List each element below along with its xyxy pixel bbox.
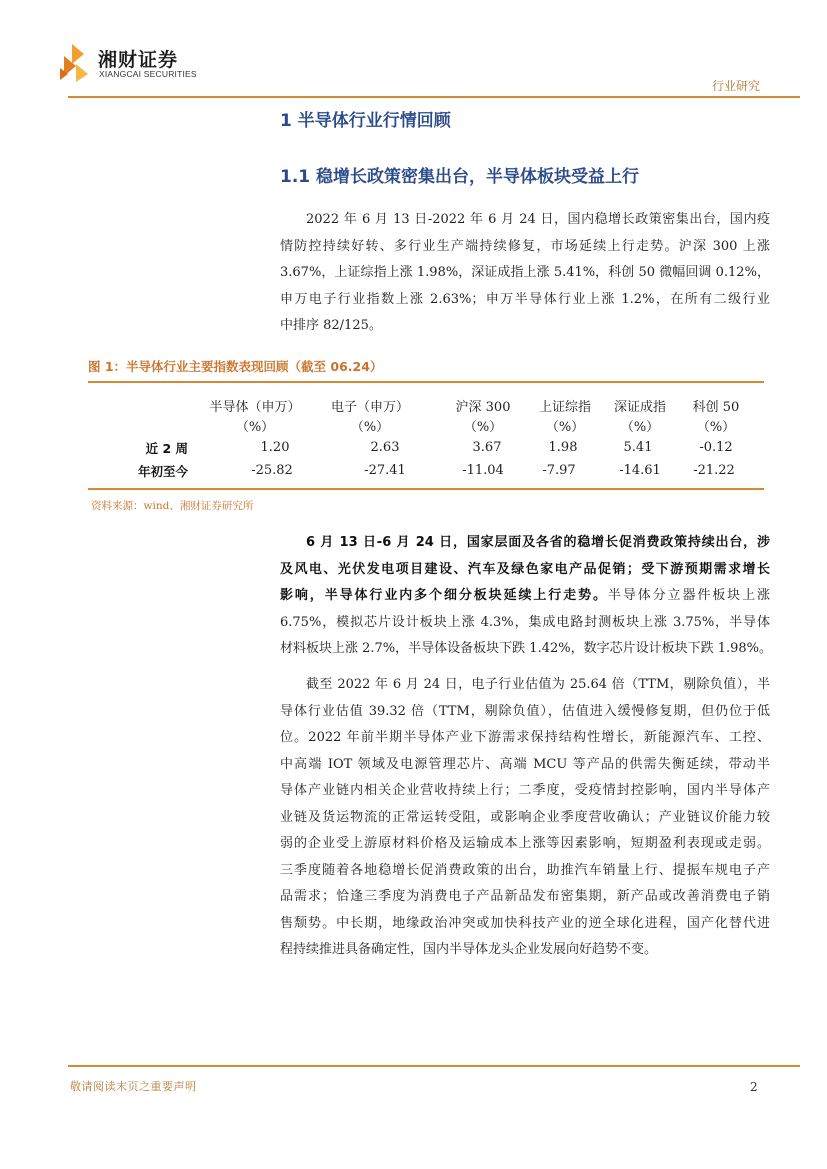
column-header: 电子（申万） [330, 400, 409, 415]
paragraph-market-review [280, 207, 770, 340]
table-cell: 5.41 [623, 440, 653, 455]
column-unit: （%） [235, 420, 275, 435]
table-cell: -27.41 [364, 463, 406, 478]
column-unit: （%） [350, 420, 390, 435]
text-line: 导体行业估值 39.32 倍（TTM，剔除负值），估值进入缓慢修复期，但仍位于低 [280, 703, 770, 719]
text-line-bold: 及风电、光伏发电项目建设、汽车及绿色家电产品促销；受下游预期需求增长 [280, 561, 770, 577]
column-header: 上证综指 [538, 400, 591, 415]
column-header: 深证成指 [613, 400, 666, 415]
report-category: 行业研究 [712, 79, 761, 93]
table-cell: 1.98 [548, 440, 578, 455]
table-cell: 1.20 [260, 440, 290, 455]
table-cell: 2.63 [370, 440, 400, 455]
table-cell: -7.97 [542, 463, 576, 478]
brand-name: 湘财证券 [98, 49, 179, 71]
text-line: 中排序 82/125。 [280, 318, 382, 333]
paragraph-valuation-outlook [280, 672, 770, 964]
figure-top-rule [88, 381, 764, 383]
subsection-heading: 1.1 稳增长政策密集出台，半导体板块受益上行 [280, 167, 640, 187]
page-number: 2 [750, 1080, 758, 1094]
text-line [280, 583, 770, 610]
figure-bottom-rule [88, 488, 764, 490]
company-logo-icon [58, 42, 98, 84]
text-line-bold: 6 月 13 日-6 月 24 日，国家层面及各省的稳增长促消费政策持续出台，涉 [306, 535, 770, 550]
disclaimer-notice: 敬请阅读末页之重要声明 [70, 1080, 197, 1093]
text-line: 3.67%，上证综指上涨 1.98%，深证成指上涨 5.41%，科创 50 微幅回调 0.12%， [280, 265, 770, 280]
paragraph-sector-performance [280, 530, 773, 663]
text-line: 材料板块上涨 2.7%，半导体设备板块下跌 1.42%，数字芯片设计板块下跌 1.98%。 [280, 641, 773, 656]
text-line: 业链及货运物流的正常运转受阻，或影响企业季度营收确认；产业链议价能力较 [280, 809, 770, 825]
row-label: 近 2 周 [145, 441, 188, 456]
table-cell: -0.12 [699, 440, 733, 455]
table-cell: -11.04 [462, 463, 504, 478]
brand-name-english: XIANGCAI SECURITIES [99, 69, 197, 79]
text-line: 程持续推进具备确定性，国内半导体龙头企业发展向好趋势不变。 [280, 942, 658, 957]
column-unit: （%） [545, 420, 585, 435]
text-line: 申万电子行业指数上涨 2.63%；申万半导体行业上涨 1.2%，在所有二级行业 [280, 291, 770, 307]
table-cell: -21.22 [693, 463, 735, 478]
section-heading: 1 半导体行业行情回顾 [280, 111, 451, 131]
text-line: 导体产业链内相关企业营收持续上行；二季度，受疫情封控影响，国内半导体产 [280, 783, 770, 798]
text-line: 中高端 IOT 领域及电源管理芯片、高端 MCU 等产品的供需失衡延续，带动半 [280, 756, 770, 772]
column-header: 科创 50 [692, 400, 740, 415]
text-line: 位。2022 年前半期半导体产业下游需求保持结构性增长，新能源汽车、工控、 [280, 730, 770, 745]
table-cell: -14.61 [619, 463, 661, 478]
column-unit: （%） [463, 420, 503, 435]
text-line: 弱的企业受上游原材料价格及运输成本上涨等因素影响，短期盈利表现或走弱。 [280, 836, 770, 851]
column-unit: （%） [620, 420, 660, 435]
text-line: 情防控持续好转、多行业生产端持续修复，市场延续上行走势。沪深 300 上涨 [280, 238, 770, 254]
footer-divider [68, 1065, 800, 1067]
column-header: 沪深 300 [455, 400, 511, 415]
text-line: 品需求；恰逢三季度为消费电子产品新品发布密集期，新产品或改善消费电子销 [280, 889, 770, 904]
text-fragment: 半导体分立器件板块上涨 [607, 588, 770, 603]
text-bold-fragment: 影响，半导体行业内多个细分板块延续上行走势。 [280, 588, 608, 603]
figure-title: 图 1：半导体行业主要指数表现回顾（截至 06.24） [88, 359, 383, 374]
table-cell: 3.67 [472, 440, 502, 455]
column-unit: （%） [696, 420, 736, 435]
header-divider [68, 96, 800, 98]
text-line: 售颓势。中长期，地缘政治冲突或加快科技产业的逆全球化进程，国产化替代进 [280, 915, 770, 931]
row-label: 年初至今 [137, 464, 188, 479]
text-line: 三季度随着各地稳增长促消费政策的出台，助推汽车销量上行、提振车规电子产 [280, 862, 770, 878]
column-header: 半导体（申万） [209, 400, 301, 415]
figure-source: 资料来源：wind、湘财证券研究所 [91, 500, 254, 512]
text-line: 6.75%，模拟芯片设计板块上涨 4.3%，集成电路封测板块上涨 3.75%，半导体 [280, 614, 770, 630]
text-line: 截至 2022 年 6 月 24 日，电子行业估值为 25.64 倍（TTM，剔除负值），半 [306, 677, 770, 692]
table-cell: -25.82 [251, 463, 293, 478]
text-line: 2022 年 6 月 13 日-2022 年 6 月 24 日，国内稳增长政策密集出台，国内疫 [306, 212, 770, 227]
